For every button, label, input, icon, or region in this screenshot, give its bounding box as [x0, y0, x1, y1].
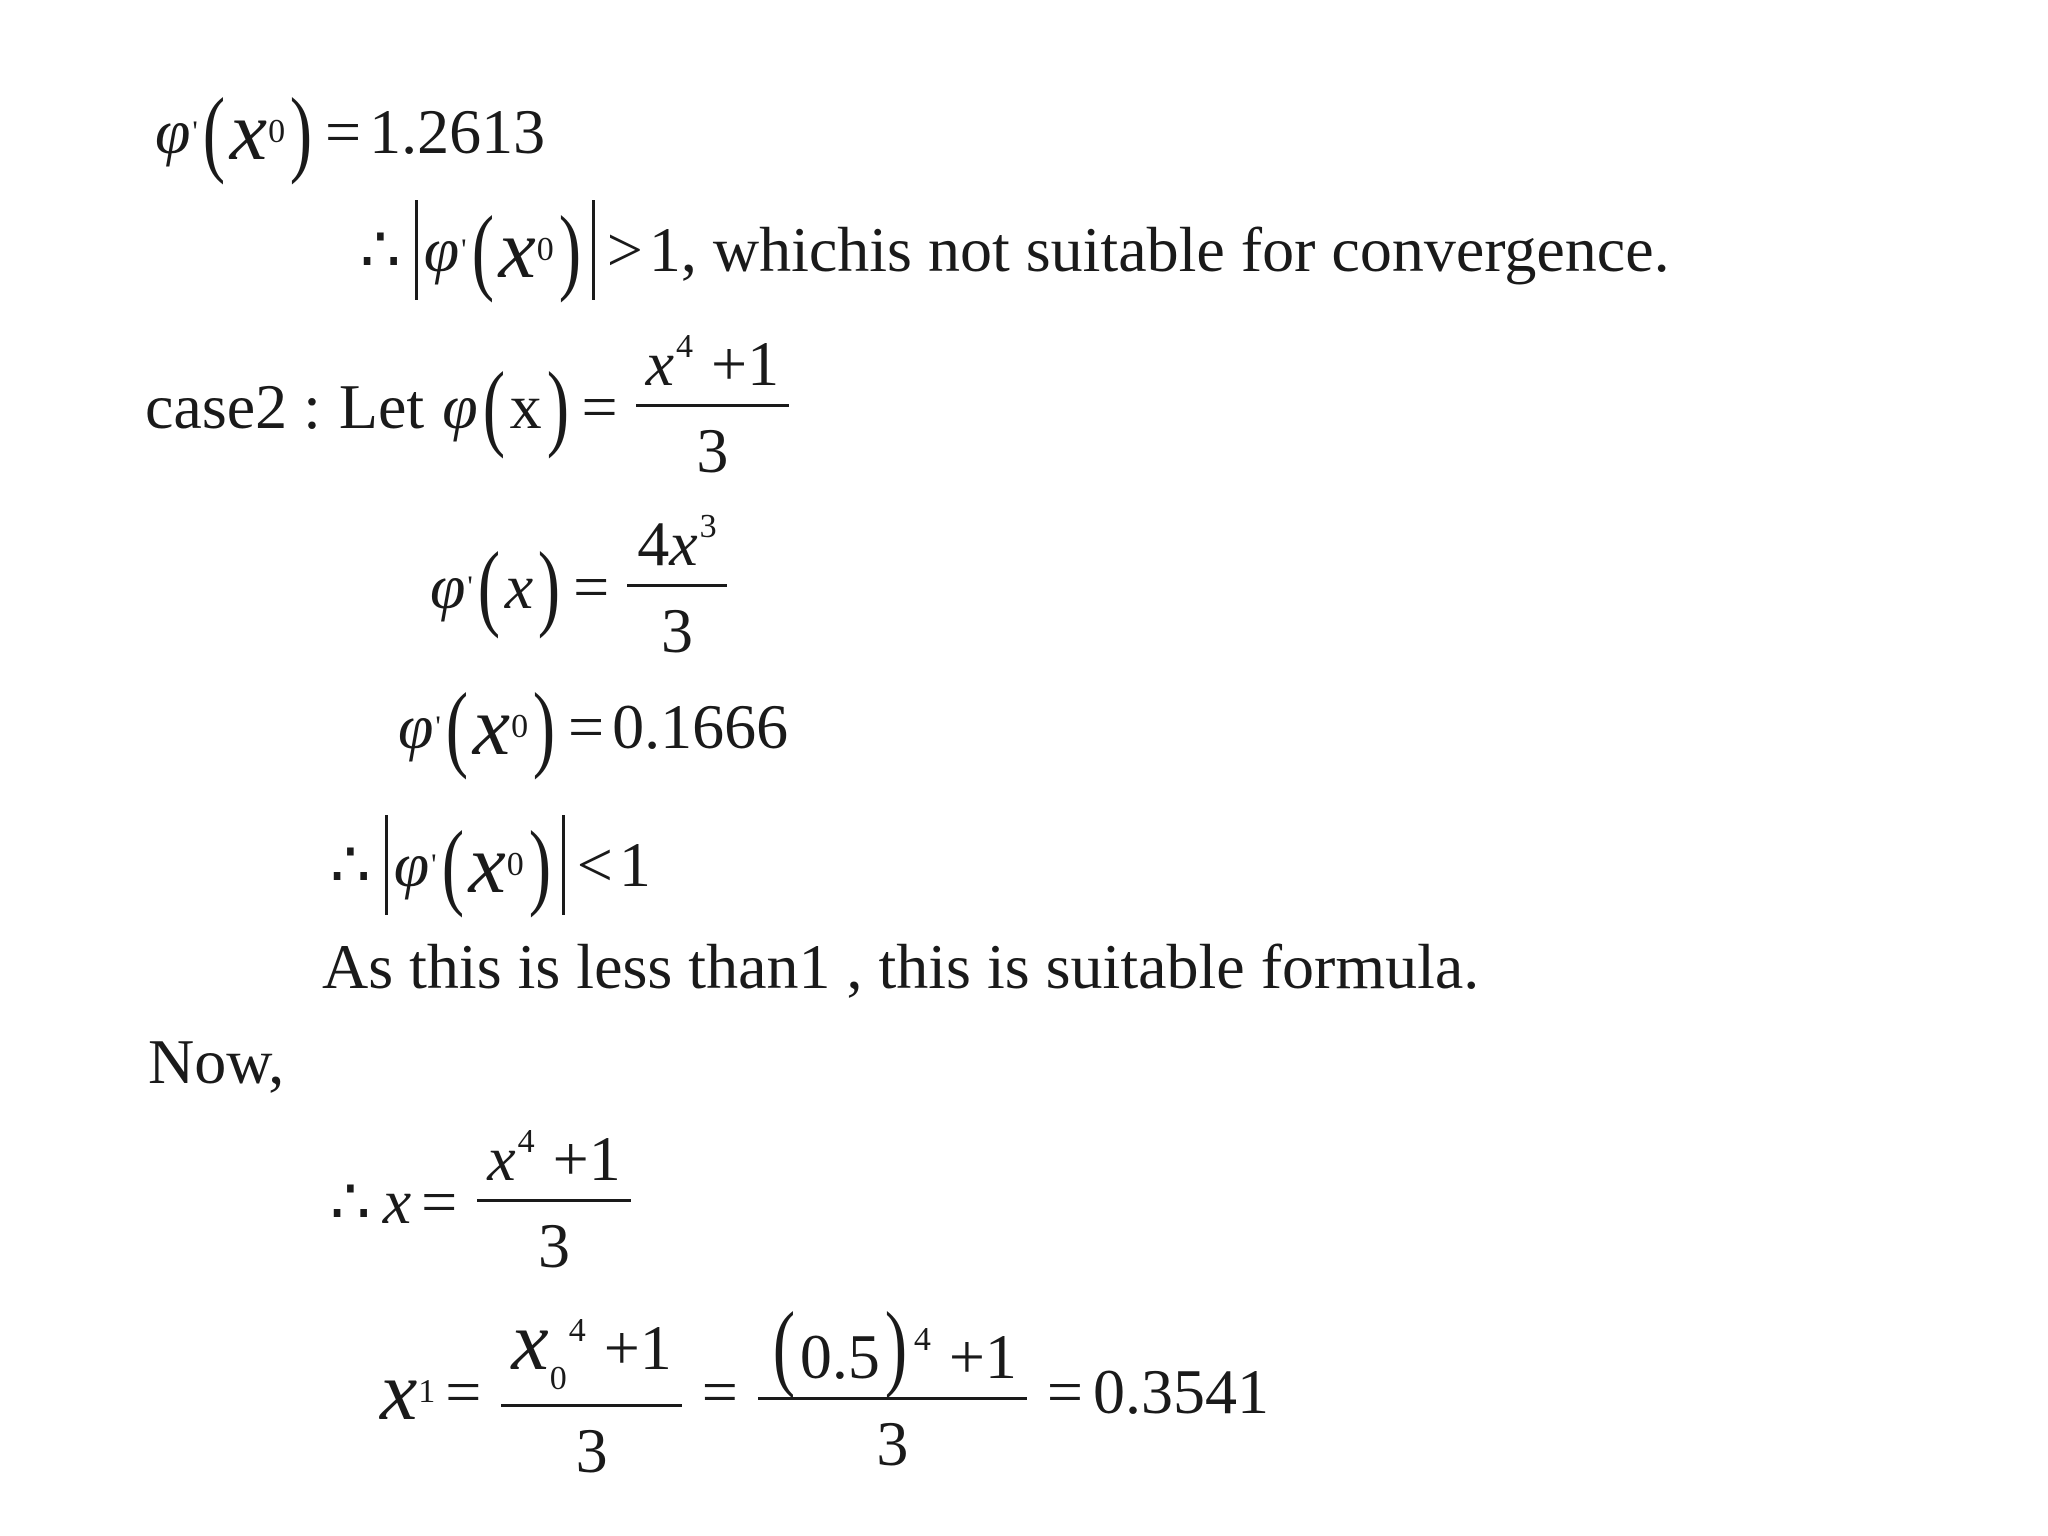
fraction-iteration: $\frac{x^4 +1}{3}$	[477, 1125, 631, 1278]
case2-definition: case2 : Let φ ( x ) = $\frac{x^4 +1}{3}$	[145, 330, 799, 483]
iteration-formula: ∴ x = $\frac{x^4 +1}{3}$	[330, 1125, 641, 1278]
fraction-0-5-4-plus1: $\frac{(0.5) ^4 +1}{3}$	[758, 1308, 1027, 1476]
eq-phi-prime-x0-case2: φ ' ( x 0 ) = 0.1666	[398, 672, 789, 780]
fraction-4x3-over-3: $\frac{4x^3}{3}$	[627, 510, 726, 663]
not-suitable-text: , whichis not suitable for convergence.	[680, 214, 1670, 285]
fraction-x4-plus1-over-3: $\frac{x^4 +1}{3}$	[636, 330, 790, 483]
suitable-formula-text: As this is less than1 , this is suitable formula.	[322, 931, 1480, 1002]
eq-phi-prime-x0-case1: φ ' ( x 0 ) = 1.2613	[155, 77, 546, 185]
value-1-2613: 1.2613	[369, 96, 546, 167]
now-label: Now,	[148, 1026, 285, 1097]
eq-phi-prime-x: φ ' ( x ) = $\frac{4x^3}{3}$	[430, 510, 737, 663]
x1-computation: x 1 = $\frac{x_0^4 +1}{3}$ = $\frac{(0.5) ^4 +1}{3}$ = 0.3541	[380, 1291, 1269, 1486]
abs-less-than-one: ∴ φ ' ( x 0 ) < 1	[330, 810, 651, 918]
result-0-3541: 0.3541	[1093, 1355, 1269, 1427]
case2-label: case2 :	[145, 370, 321, 442]
value-0-1666: 0.1666	[612, 691, 789, 762]
fraction-x0-4-plus1: $\frac{x_0^4 +1}{3}$	[501, 1300, 681, 1483]
phi-symbol: φ	[155, 96, 191, 167]
conclusion-not-suitable: ∴ φ ' ( x 0 ) > 1 , whichis not suitable for convergence.	[360, 195, 1670, 303]
